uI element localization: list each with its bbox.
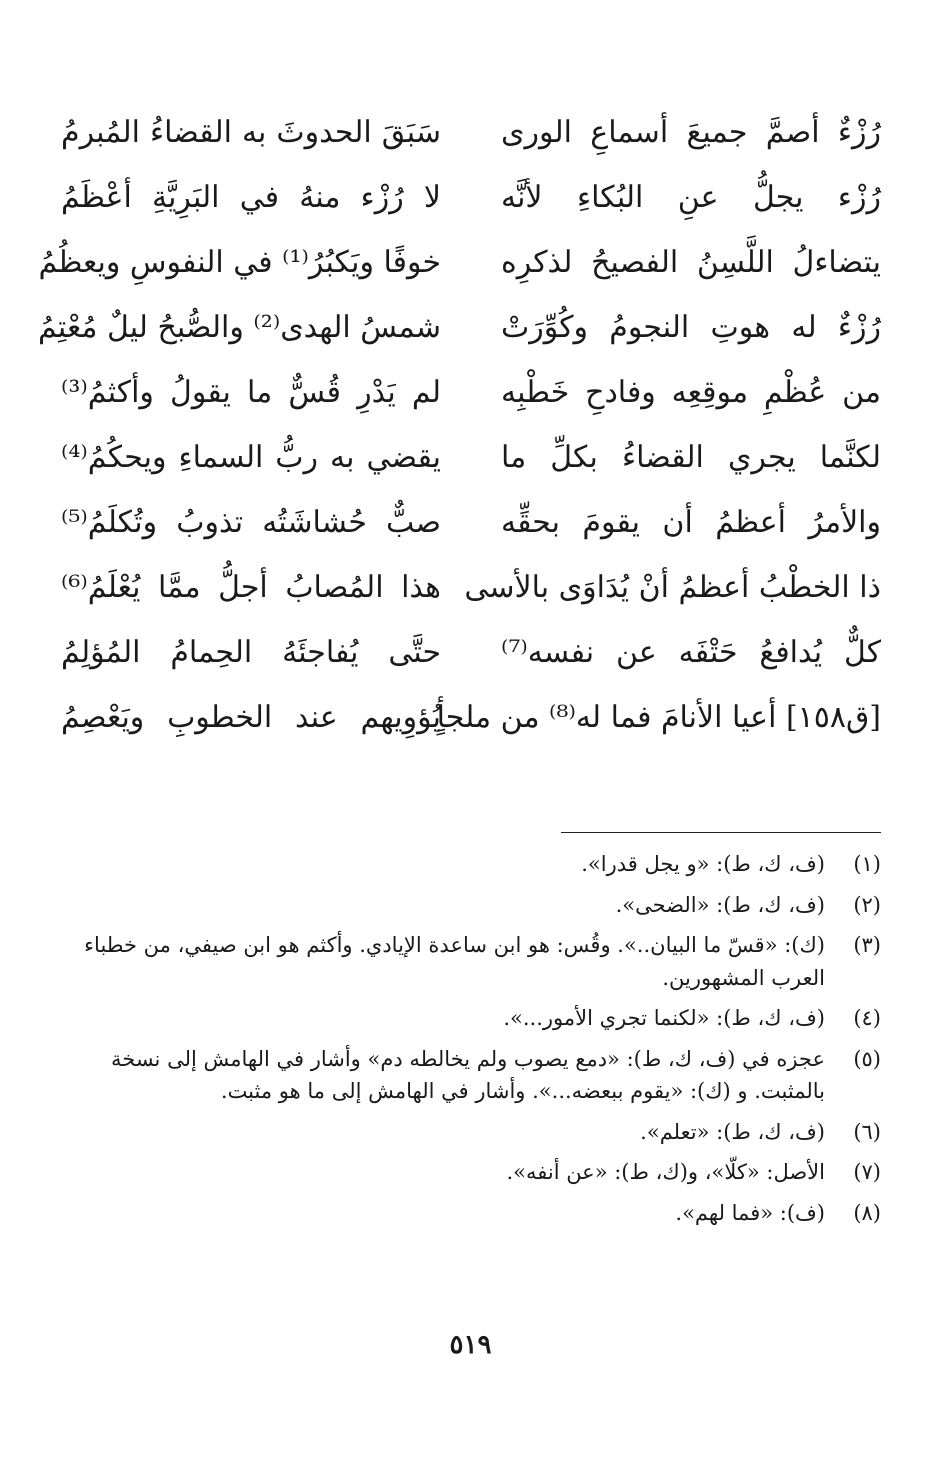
verse-1 (61, 100, 881, 165)
verse-first-half: يتضاءلُ اللَّسِنُ الفصيحُ لذكرِه (501, 245, 881, 280)
footnote-number: (٨) (853, 1200, 881, 1225)
verse-10 (61, 685, 881, 750)
footnote-8 (61, 1197, 881, 1230)
verse-4 (37, 295, 881, 360)
verse-second-half: يقضي به ربُّ السماءِ ويحكُمُ⁽⁴⁾ (61, 440, 441, 475)
footnote-7 (61, 1156, 881, 1189)
verse-first-half: [ق١٥٨] أعيا الأنامَ فما له⁽⁸⁾ من ملجأٍ (436, 700, 881, 735)
footnote-2 (61, 889, 881, 922)
verse-second-half: لم يَدْرِ قُسٌّ ما يقولُ وأكثمُ⁽³⁾ (61, 375, 441, 410)
footnote-number: (٥) (853, 1046, 881, 1071)
footnote-3 (61, 929, 881, 994)
poem (37, 100, 881, 750)
footnote-number: (٢) (853, 892, 881, 917)
footnote-4 (61, 1002, 881, 1035)
verse-second-half: شمسُ الهدى⁽²⁾ والصُّبحُ ليلٌ مُعْتِمُ (37, 310, 441, 345)
verse-2 (61, 165, 881, 230)
verse-second-half: خوفًا ويَكبُرُ⁽¹⁾ في النفوسِ ويعظُمُ (38, 245, 441, 280)
footnote-separator (561, 832, 881, 833)
footnote-number: (٧) (853, 1160, 881, 1185)
verse-3 (38, 230, 881, 295)
footnote-text: (ك): «قسّ ما البيان..». وقُس: هو ابن ساعدة الإيادي. وأكثم هو ابن صيفي، من خطباء العرب المشهورين. (84, 933, 825, 990)
footnote-number: (٦) (853, 1119, 881, 1144)
footnote-text: (ف): «فما لهم». (675, 1200, 825, 1225)
verse-first-half: رُزْء يجلُّ عنِ البُكاءِ لأنَّه (501, 180, 881, 215)
footnotes (61, 848, 881, 1237)
verse-first-half: كلٌّ يُدافعُ حَتْفَه عن نفسه⁽⁷⁾ (501, 635, 881, 670)
footnote-text: (ف، ك، ط): «الضحى». (615, 892, 825, 917)
verse-6 (61, 425, 881, 490)
footnote-text: الأصل: «كلّا»، و(ك، ط): «عن أنفه». (506, 1160, 825, 1185)
verse-second-half: يُؤوِيهم عند الخطوبِ ويَعْصِمُ (61, 700, 441, 735)
footnote-5 (61, 1043, 881, 1108)
verse-9 (61, 620, 881, 685)
footnote-1 (61, 848, 881, 881)
footnote-text: (ف، ك، ط): «لكنما تجري الأمور...». (503, 1006, 825, 1031)
verse-7 (61, 490, 881, 555)
footnote-text: (ف، ك، ط): «تعلم». (640, 1119, 825, 1144)
verse-8 (61, 555, 881, 620)
verse-first-half: لكنَّما يجري القضاءُ بكلِّ ما (501, 440, 881, 475)
verse-second-half: سَبَقَ الحدوثَ به القضاءُ المُبرمُ (61, 115, 441, 150)
verse-first-half: من عُظْمِ موقِعِه وفادحِ خَطْبِه (501, 375, 881, 410)
footnote-number: (١) (853, 852, 881, 876)
verse-first-half: والأمرُ أعظمُ أن يقومَ بحقِّه (501, 505, 881, 540)
footnote-number: (٣) (853, 933, 881, 958)
verse-second-half: هذا المُصابُ أجلُّ ممَّا يُعْلَمُ⁽⁶⁾ (61, 570, 441, 605)
footnote-text: عجزه في (ف، ك، ط): «دمع يصوب ولم يخالطه دم» وأشار في الهامش إلى نسخة بالمثبت. و (ك): «يقوم ببعضه...». وأشار في الهامش إلى ما هو مثبت. (111, 1046, 825, 1104)
verse-second-half: لا رُزْء منهُ في البَرِيَّةِ أعْظَمُ (61, 180, 441, 215)
verse-first-half: ذا الخطْبُ أعظمُ أنْ يُدَاوَى بالأسى (464, 570, 881, 605)
verse-first-half: رُزْءٌ أصمَّ جميعَ أسماعِ الورى (501, 115, 881, 150)
page-number: ٥١٩ (449, 1330, 492, 1360)
verse-5 (61, 360, 881, 425)
footnote-text: (ف، ك، ط): «و يجل قدرا». (581, 852, 825, 876)
verse-first-half: رُزْءٌ له هوتِ النجومُ وكُوِّرَتْ (501, 310, 881, 345)
verse-second-half: حتَّى يُفاجئَهُ الحِمامُ المُؤلِمُ (61, 635, 441, 670)
verse-second-half: صبٌّ حُشاشَتُه تذوبُ وتُكلَمُ⁽⁵⁾ (61, 505, 441, 540)
footnote-number: (٤) (853, 1006, 881, 1031)
footnote-6 (61, 1116, 881, 1149)
